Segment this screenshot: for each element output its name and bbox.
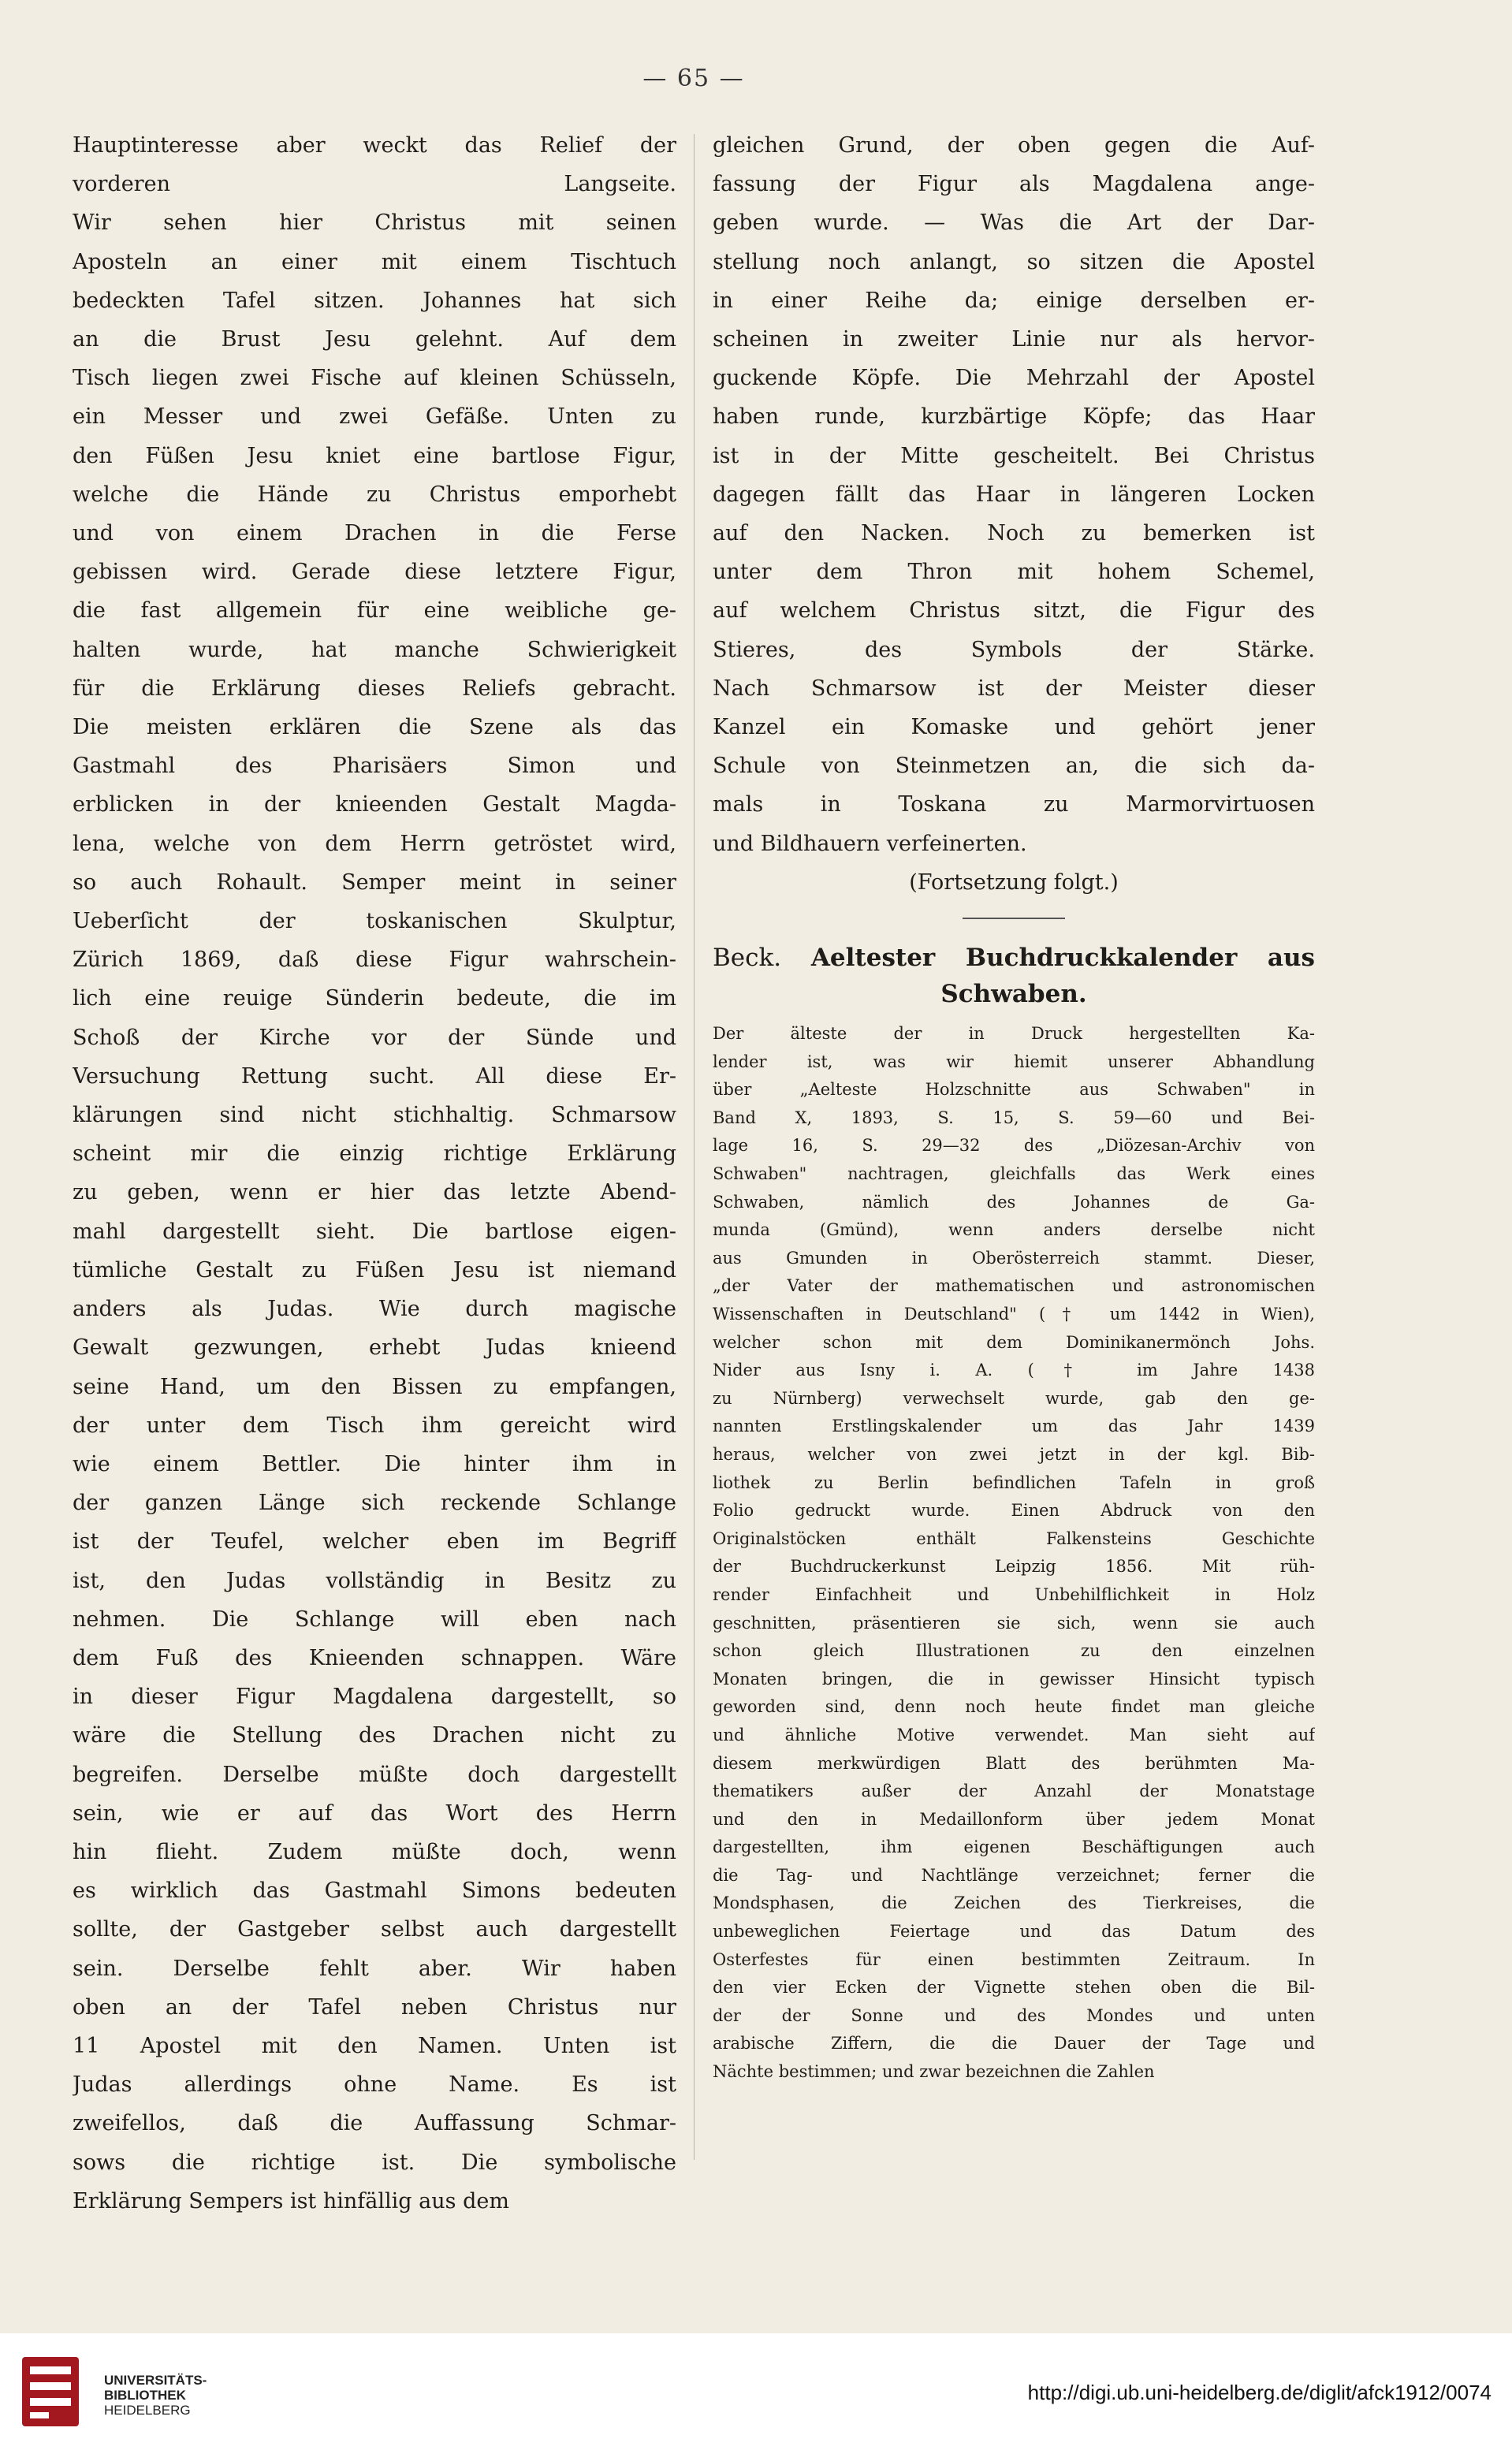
text-line: Die meisten erklären die Szene als das xyxy=(73,715,676,740)
text-line: ist in der Mitte gescheitelt. Bei Christus xyxy=(713,443,1315,468)
text-line: klärungen sind nicht stichhaltig. Schmarsow xyxy=(73,1103,676,1128)
text-line: Nach Schmarsow ist der Meister dieser xyxy=(713,676,1315,701)
text-line: nehmen. Die Schlange will eben nach xyxy=(73,1607,676,1632)
text-line: welche die Hände zu Christus emporhebt xyxy=(73,482,676,507)
text-line: den vier Ecken der Vignette stehen oben die Bil- xyxy=(713,1978,1315,1998)
text-line: Der älteste der in Druck hergestellten Ka- xyxy=(713,1024,1315,1044)
text-line: so auch Rohault. Semper meint in seiner xyxy=(73,869,676,895)
text-line: unter dem Thron mit hohem Schemel, xyxy=(713,560,1315,585)
text-line: guckende Köpfe. Die Mehrzahl der Apostel xyxy=(713,366,1315,391)
column-divider xyxy=(694,134,695,2160)
text-line: Gewalt gezwungen, erhebt Judas knieend xyxy=(73,1335,676,1361)
text-line: Gastmahl des Pharisäers Simon und xyxy=(73,754,676,779)
text-line: der der Sonne und des Mondes und unten xyxy=(713,2005,1315,2025)
text-line: arabische Ziffern, die die Dauer der Tage und xyxy=(713,2034,1315,2053)
text-line: ist der Teufel, welcher eben im Begriff xyxy=(73,1529,676,1555)
text-line: Schwaben" nachtragen, gleichfalls das Werk eines xyxy=(713,1164,1315,1184)
text-line: Schwaben, nämlich des Johannes de Ga- xyxy=(713,1192,1315,1212)
text-line: an die Brust Jesu gelehnt. Auf dem xyxy=(73,327,676,352)
text-line: der Buchdruckerkunst Leipzig 1856. Mit rüh- xyxy=(713,1557,1315,1577)
library-name xyxy=(104,2373,207,2418)
text-line: es wirklich das Gastmahl Simons bedeuten xyxy=(73,1878,676,1904)
text-line: scheinen in zweiter Linie nur als hervor- xyxy=(713,327,1315,352)
text-line: dem Fuß des Knieenden schnappen. Wäre xyxy=(73,1645,676,1670)
text-line: sein. Derselbe fehlt aber. Wir haben xyxy=(73,1956,676,1981)
text-line: zu Nürnberg) verwechselt wurde, gab den ge- xyxy=(713,1388,1315,1408)
article-title: Aeltester Buchdruckkalender aus xyxy=(810,944,1315,973)
text-line: Folio gedruckt wurde. Einen Abdruck von den xyxy=(713,1501,1315,1521)
section-divider xyxy=(963,918,1065,919)
text-line: diesem merkwürdigen Blatt des berühmten Ma- xyxy=(713,1753,1315,1773)
text-line: heraus, welcher von zwei jetzt in der kgl. Bib- xyxy=(713,1444,1315,1464)
text-line: 11 Apostel mit den Namen. Unten ist xyxy=(73,2033,676,2058)
text-line: Zürich 1869, daß diese Figur wahrschein- xyxy=(73,948,676,973)
left-column xyxy=(73,126,676,2221)
text-line: haben runde, kurzbärtige Köpfe; das Haar xyxy=(713,404,1315,430)
text-line: Versuchung Rettung sucht. All diese Er- xyxy=(73,1063,676,1089)
text-line: sows die richtige ist. Die symbolische xyxy=(73,2150,676,2175)
text-line: zweifellos, daß die Auffassung Schmar- xyxy=(73,2111,676,2136)
text-line: über „Aelteste Holzschnitte aus Schwaben" in xyxy=(713,1080,1315,1100)
text-line: geworden sind, denn noch heute findet man gleiche xyxy=(713,1697,1315,1717)
text-line: geschnitten, präsentieren sie sich, wenn sie auch xyxy=(713,1613,1315,1633)
text-line: ist, den Judas vollständig in Besitz zu xyxy=(73,1568,676,1593)
article-body xyxy=(713,1020,1315,2087)
text-line: sein, wie er auf das Wort des Herrn xyxy=(73,1800,676,1826)
source-url[interactable]: http://digi.ub.uni-heidelberg.de/diglit/afck1912/0074 xyxy=(1027,2381,1492,2404)
text-line: ein Messer und zwei Gefäße. Unten zu xyxy=(73,404,676,430)
continuation-note: (Fortsetzung folgt.) xyxy=(909,869,1119,895)
text-line: thematikers außer der Anzahl der Monatstage xyxy=(713,1782,1315,1801)
text-line: tümliche Gestalt zu Füßen Jesu ist niemand xyxy=(73,1257,676,1283)
text-line: aus Gmunden in Oberösterreich stammt. Dieser, xyxy=(713,1248,1315,1268)
text-line: wäre die Stellung des Drachen nicht zu xyxy=(73,1723,676,1748)
text-line: mals in Toskana zu Marmorvirtuosen xyxy=(713,792,1315,817)
text-line: Kanzel ein Komaske und gehört jener xyxy=(713,715,1315,740)
text-line: seine Hand, um den Bissen zu empfangen, xyxy=(73,1374,676,1399)
text-line: Wissenschaften in Deutschland" († um 1442 in Wien), xyxy=(713,1305,1315,1324)
library-seal-icon xyxy=(17,2352,84,2431)
text-line: hin flieht. Zudem müßte doch, wenn xyxy=(73,1839,676,1864)
text-line: die fast allgemein für eine weibliche ge- xyxy=(73,598,676,624)
text-line: Nächte bestimmen; und zwar bezeichnen die Zahlen xyxy=(713,2062,1155,2082)
text-line: welcher schon mit dem Dominikanermönch Johs. xyxy=(713,1332,1315,1352)
text-line: Wir sehen hier Christus mit seinen xyxy=(73,210,676,236)
text-line: der ganzen Länge sich reckende Schlange xyxy=(73,1491,676,1516)
text-line: anders als Judas. Wie durch magische xyxy=(73,1297,676,1322)
text-line: unbeweglichen Feiertage und das Datum des xyxy=(713,1922,1315,1942)
text-line: begreifen. Derselbe müßte doch dargestellt xyxy=(73,1762,676,1787)
text-line: Tisch liegen zwei Fische auf kleinen Schüsseln, xyxy=(73,366,676,391)
library-logo xyxy=(17,2352,207,2431)
text-line: gebissen wird. Gerade diese letztere Figur, xyxy=(73,560,676,585)
page-number: — 65 — xyxy=(642,65,745,92)
text-line: zu geben, wenn er hier das letzte Abend- xyxy=(73,1180,676,1205)
text-line: Band X, 1893, S. 15, S. 59—60 und Bei- xyxy=(713,1108,1315,1127)
text-line: vorderen Langseite. xyxy=(73,172,676,197)
text-line: geben wurde. — Was die Art der Dar- xyxy=(713,210,1315,236)
text-line: der unter dem Tisch ihm gereicht wird xyxy=(73,1413,676,1438)
library-name-line3: HEIDELBERG xyxy=(104,2403,191,2418)
text-line: munda (Gmünd), wenn anders derselbe nicht xyxy=(713,1220,1315,1240)
text-line: oben an der Tafel neben Christus nur xyxy=(73,1994,676,2020)
text-line: dargestellten, ihm eigenen Beschäftigungen auch xyxy=(713,1838,1315,1857)
text-line: lender ist, was wir hiemit unserer Abhandlung xyxy=(713,1052,1315,1071)
text-line: und ähnliche Motive verwendet. Man sieht auf xyxy=(713,1725,1315,1744)
text-line: fassung der Figur als Magdalena ange- xyxy=(713,172,1315,197)
text-line: Schoß der Kirche vor der Sünde und xyxy=(73,1025,676,1050)
text-line: in einer Reihe da; einige derselben er- xyxy=(713,288,1315,313)
text-line: wie einem Bettler. Die hinter ihm in xyxy=(73,1451,676,1476)
text-line: lich eine reuige Sünderin bedeute, die im xyxy=(73,986,676,1011)
text-line: Schule von Steinmetzen an, die sich da- xyxy=(713,754,1315,779)
text-line: erblicken in der knieenden Gestalt Magda- xyxy=(73,792,676,817)
text-line: lage 16, S. 29—32 des „Diözesan-Archiv von xyxy=(713,1136,1315,1156)
text-line: mahl dargestellt sieht. Die bartlose eigen- xyxy=(73,1219,676,1244)
text-line: Ueberſicht der toskanischen Skulptur, xyxy=(73,909,676,934)
text-line: Osterfestes für einen bestimmten Zeitraum. In xyxy=(713,1949,1315,1969)
text-line: sollte, der Gastgeber selbst auch dargestellt xyxy=(73,1917,676,1942)
text-line: halten wurde, hat manche Schwierigkeit xyxy=(73,637,676,662)
text-line: scheint mir die einzig richtige Erklärung xyxy=(73,1141,676,1167)
text-line: „der Vater der mathematischen und astronomischen xyxy=(713,1276,1315,1296)
text-line: Aposteln an einer mit einem Tischtuch xyxy=(73,249,676,274)
text-line: auf den Nacken. Noch zu bemerken ist xyxy=(713,521,1315,546)
text-line: Stieres, des Symbols der Stärke. xyxy=(713,637,1315,662)
text-line: bedeckten Tafel sitzen. Johannes hat sich xyxy=(73,288,676,313)
text-line: und von einem Drachen in die Ferse xyxy=(73,521,676,546)
text-line: schon gleich Illustrationen zu den einzelnen xyxy=(713,1641,1315,1661)
text-line: liothek zu Berlin befindlichen Tafeln in groß xyxy=(713,1473,1315,1492)
text-line: in dieser Figur Magdalena dargestellt, so xyxy=(73,1685,676,1710)
footer xyxy=(0,2333,1512,2450)
library-name-line2: BIBLIOTHEK xyxy=(104,2388,186,2403)
text-line: gleichen Grund, der oben gegen die Auf- xyxy=(713,133,1315,158)
text-line: auf welchem Christus sitzt, die Figur des xyxy=(713,598,1315,624)
text-line: Monaten bringen, die in gewisser Hinsicht typisch xyxy=(713,1669,1315,1689)
text-line: und den in Medaillonform über jedem Monat xyxy=(713,1809,1315,1829)
text-line: render Einfachheit und Unbehilflichkeit in Holz xyxy=(713,1584,1315,1604)
text-line: Originalstöcken enthält Falkensteins Geschichte xyxy=(713,1528,1315,1548)
text-line: Erklärung Sempers ist hinfällig aus dem xyxy=(73,2188,509,2214)
text-line: Mondsphasen, die Zeichen des Tierkreises, die xyxy=(713,1893,1315,1913)
text-line: lena, welche von dem Herrn getröstet wird, xyxy=(73,831,676,856)
article-author: Beck. xyxy=(713,944,782,973)
text-line: dagegen fällt das Haar in längeren Locken xyxy=(713,482,1315,507)
library-name-line1: UNIVERSITÄTS- xyxy=(104,2373,207,2388)
text-line: und Bildhauern verfeinerten. xyxy=(713,831,1027,856)
text-line: Judas allerdings ohne Name. Es ist xyxy=(73,2072,676,2098)
text-line: nannten Erstlingskalender um das Jahr 1439 xyxy=(713,1417,1315,1436)
right-column xyxy=(713,126,1315,2087)
text-line: die Tag- und Nachtlänge verzeichnet; ferner die xyxy=(713,1865,1315,1885)
article-heading-line2: Schwaben. xyxy=(940,980,1087,1009)
text-line: stellung noch anlangt, so sitzen die Apostel xyxy=(713,249,1315,274)
article-heading-line1 xyxy=(713,940,1315,976)
text-line: für die Erklärung dieses Reliefs gebracht. xyxy=(73,676,676,701)
text-line: Nider aus Isny i. A. († im Jahre 1438 xyxy=(713,1361,1315,1380)
right-column-text xyxy=(713,126,1315,863)
text-line: den Füßen Jesu kniet eine bartlose Figur, xyxy=(73,443,676,468)
text-line: Hauptinteresse aber weckt das Relief der xyxy=(73,133,676,158)
